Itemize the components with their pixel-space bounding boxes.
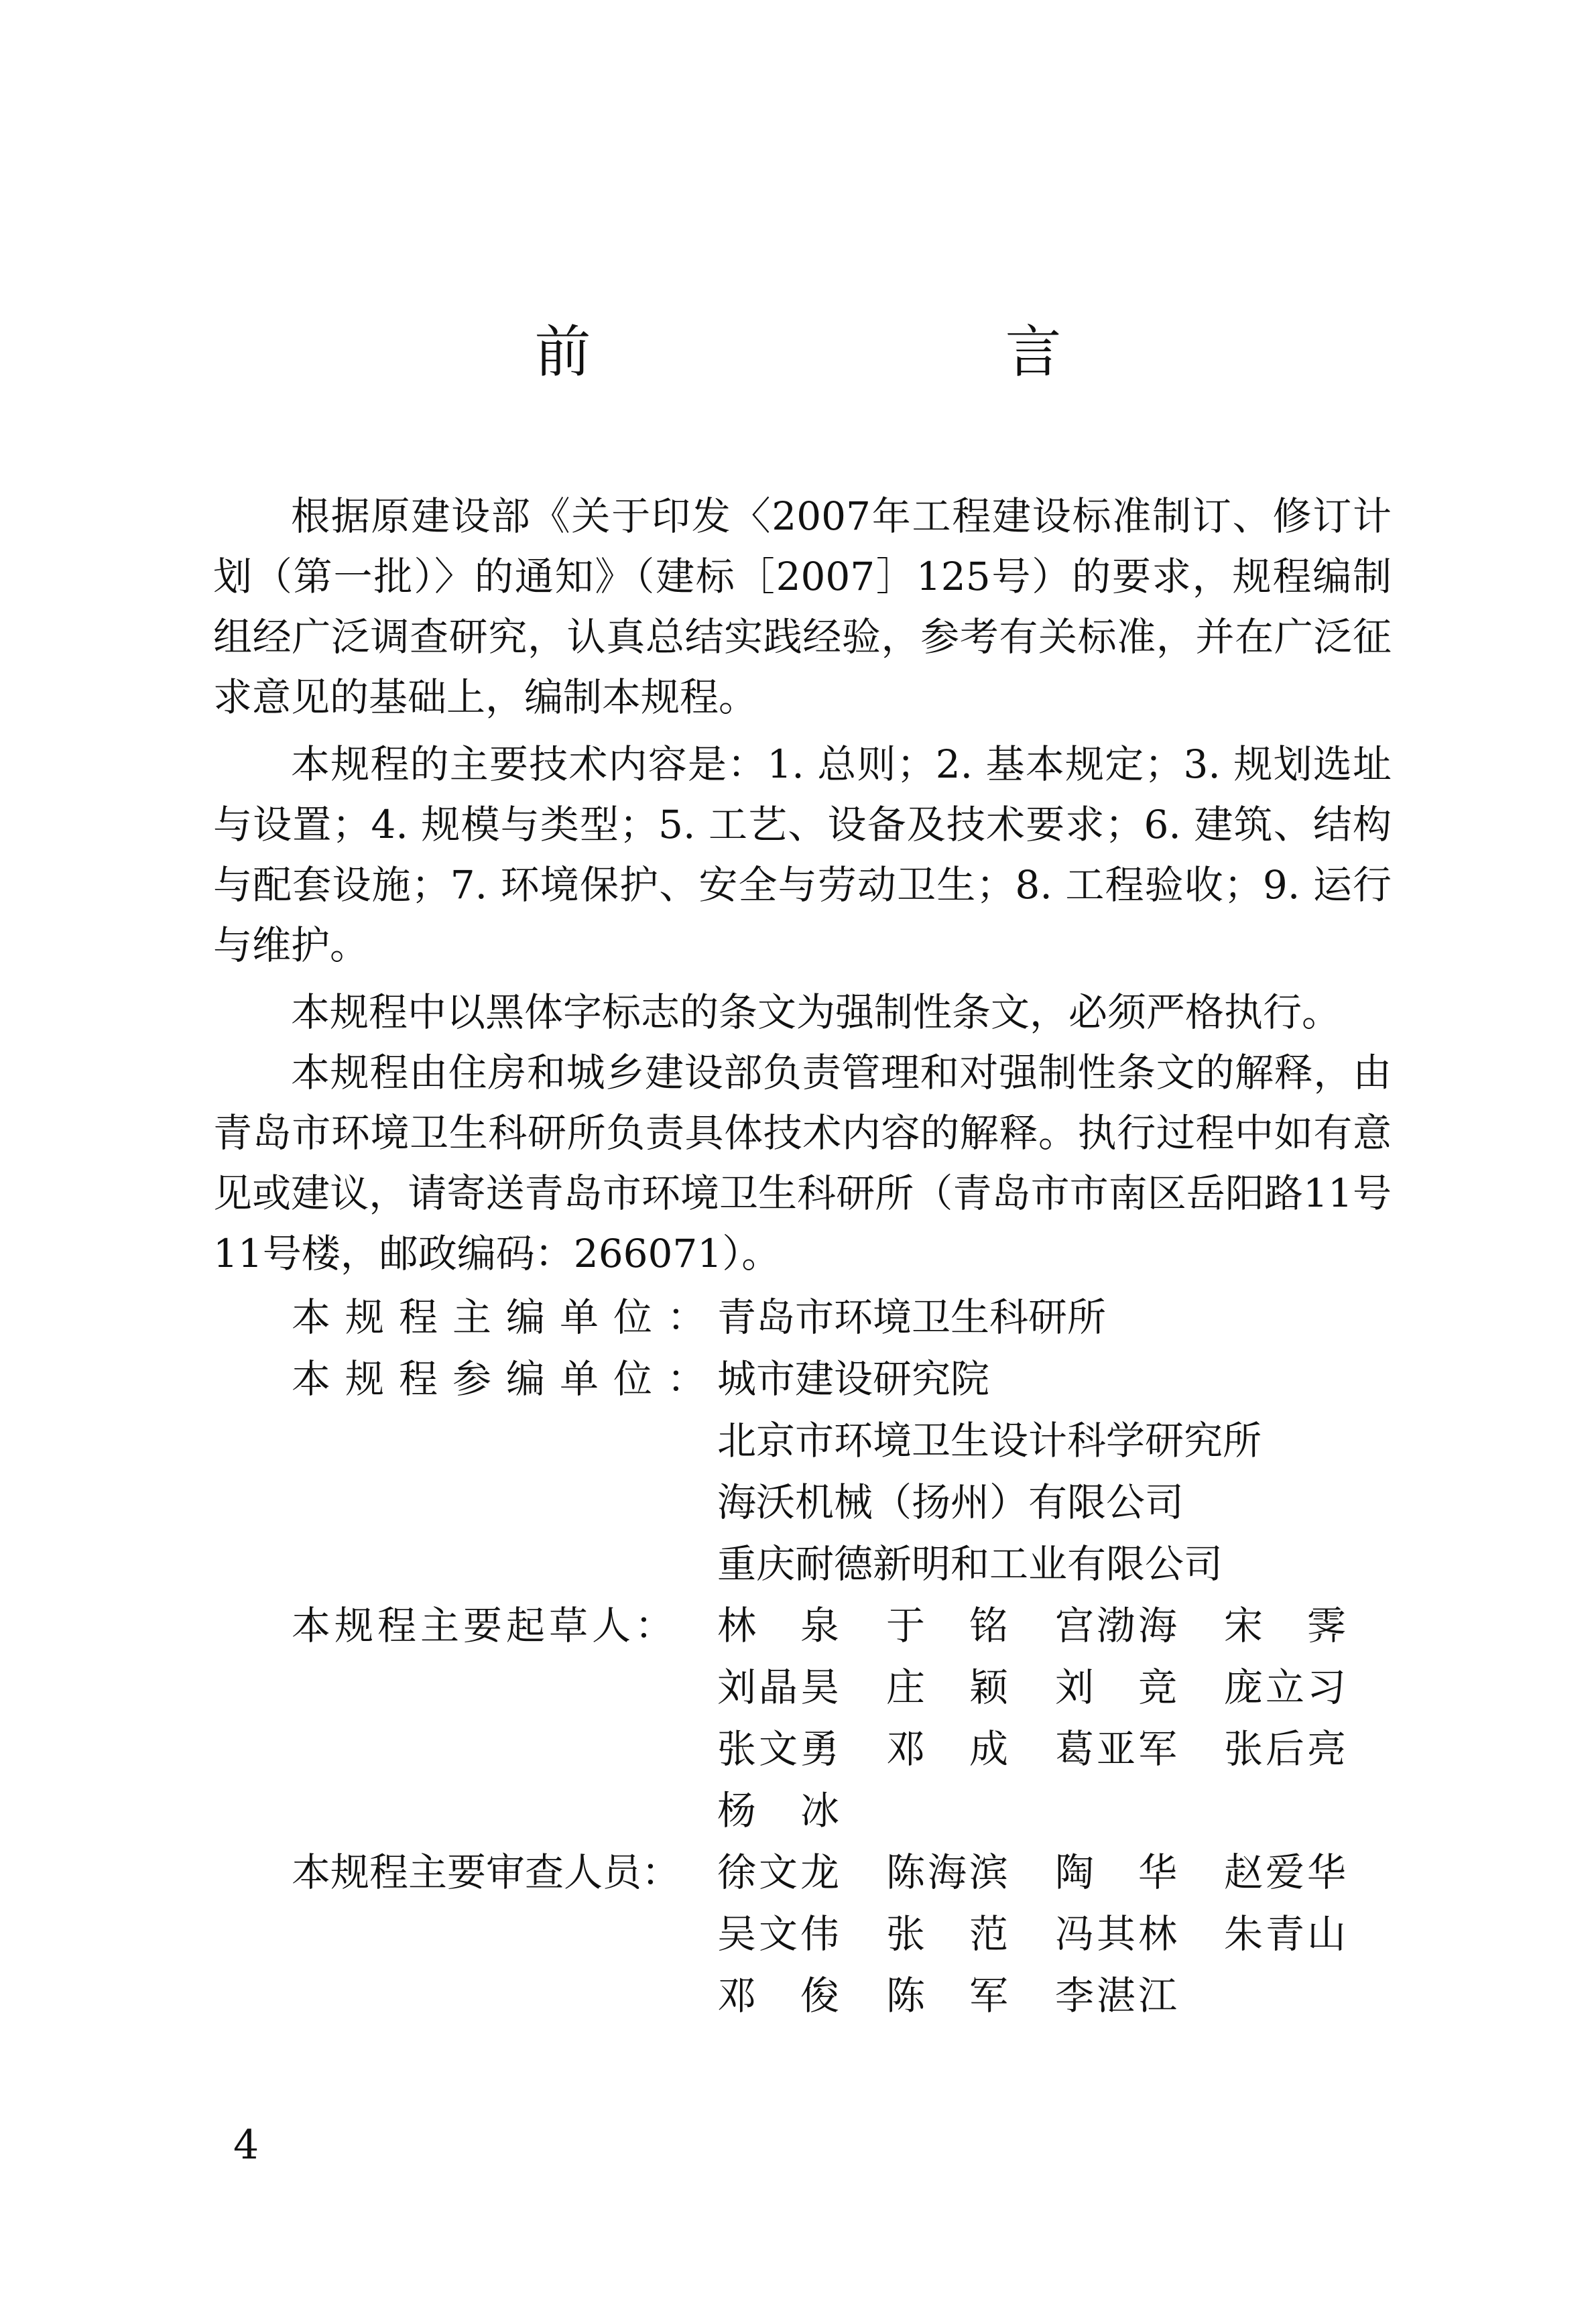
drafter-name: 宫渤海	[1055, 1603, 1180, 1648]
participating-units-label: 本规程参编单位：	[292, 1356, 721, 1402]
drafter-name: 刘晶昊	[717, 1664, 843, 1710]
reviewer-name: 朱青山	[1224, 1911, 1349, 1957]
reviewer-name: 陶 华	[1055, 1849, 1180, 1895]
drafter-name: 杨 冰	[717, 1788, 843, 1833]
reviewer-name: 吴文伟	[717, 1911, 843, 1957]
drafter-name: 刘 竞	[1055, 1664, 1180, 1710]
participating-unit: 北京市环境卫生设计科学研究所	[717, 1418, 1262, 1463]
paragraph-technical-content: 本规程的主要技术内容是：1. 总则；2. 基本规定；3. 规划选址与设置；4. 规模与类型；5. 工艺、设备及技术要求；6. 建筑、结构与配套设施；7. 环境保护、安全与劳动卫生；8. 工程验收；9. 运行与维护。	[213, 741, 1392, 968]
participating-unit: 海沃机械（扬州）有限公司	[717, 1479, 1184, 1525]
drafter-name: 张后亮	[1224, 1726, 1349, 1772]
drafters-label: 本规程主要起草人：	[292, 1603, 678, 1648]
participating-unit: 重庆耐德新明和工业有限公司	[717, 1541, 1223, 1587]
chief-unit: 青岛市环境卫生科研所	[717, 1294, 1107, 1340]
drafter-name: 张文勇	[717, 1726, 843, 1772]
participating-unit: 城市建设研究院	[717, 1356, 990, 1402]
reviewers-label: 本规程主要审查人员：	[292, 1849, 681, 1895]
drafter-name: 于 铭	[886, 1603, 1011, 1648]
reviewer-name: 赵爱华	[1224, 1849, 1349, 1895]
drafter-name: 葛亚军	[1055, 1726, 1180, 1772]
reviewer-name: 李湛江	[1055, 1973, 1180, 2018]
paragraph-mandatory-clauses: 本规程中以黑体字标志的条文为强制性条文，必须严格执行。	[291, 989, 1341, 1035]
reviewer-name: 张 范	[886, 1911, 1011, 1957]
paragraph-administration: 本规程由住房和城乡建设部负责管理和对强制性条文的解释，由青岛市环境卫生科研所负责具体技术内容的解释。执行过程中如有意见或建议，请寄送青岛市环境卫生科研所（青岛市市南区岳阳路11号11号楼，邮政编码：266071）。	[213, 1050, 1392, 1276]
page-title: 前 言	[534, 319, 1162, 385]
drafter-name: 庄 颖	[886, 1664, 1011, 1710]
drafter-name: 庞立习	[1224, 1664, 1349, 1710]
reviewer-name: 陈 军	[886, 1973, 1011, 2018]
drafter-name: 宋 霁	[1224, 1603, 1349, 1648]
page-number: 4	[233, 2122, 259, 2169]
reviewer-name: 徐文龙	[717, 1849, 843, 1895]
drafter-name: 林 泉	[717, 1603, 843, 1648]
reviewer-name: 邓 俊	[717, 1973, 843, 2018]
reviewer-name: 陈海滨	[886, 1849, 1011, 1895]
drafter-name: 邓 成	[886, 1726, 1011, 1772]
paragraph-background: 根据原建设部《关于印发〈2007年工程建设标准制订、修订计划（第一批）〉的通知》（建标［2007］125号）的要求，规程编制组经广泛调查研究，认真总结实践经验，参考有关标准，并在广泛征求意见的基础上，编制本规程。	[213, 493, 1392, 720]
reviewer-name: 冯其林	[1055, 1911, 1180, 1957]
chief-unit-label: 本规程主编单位：	[292, 1294, 721, 1340]
